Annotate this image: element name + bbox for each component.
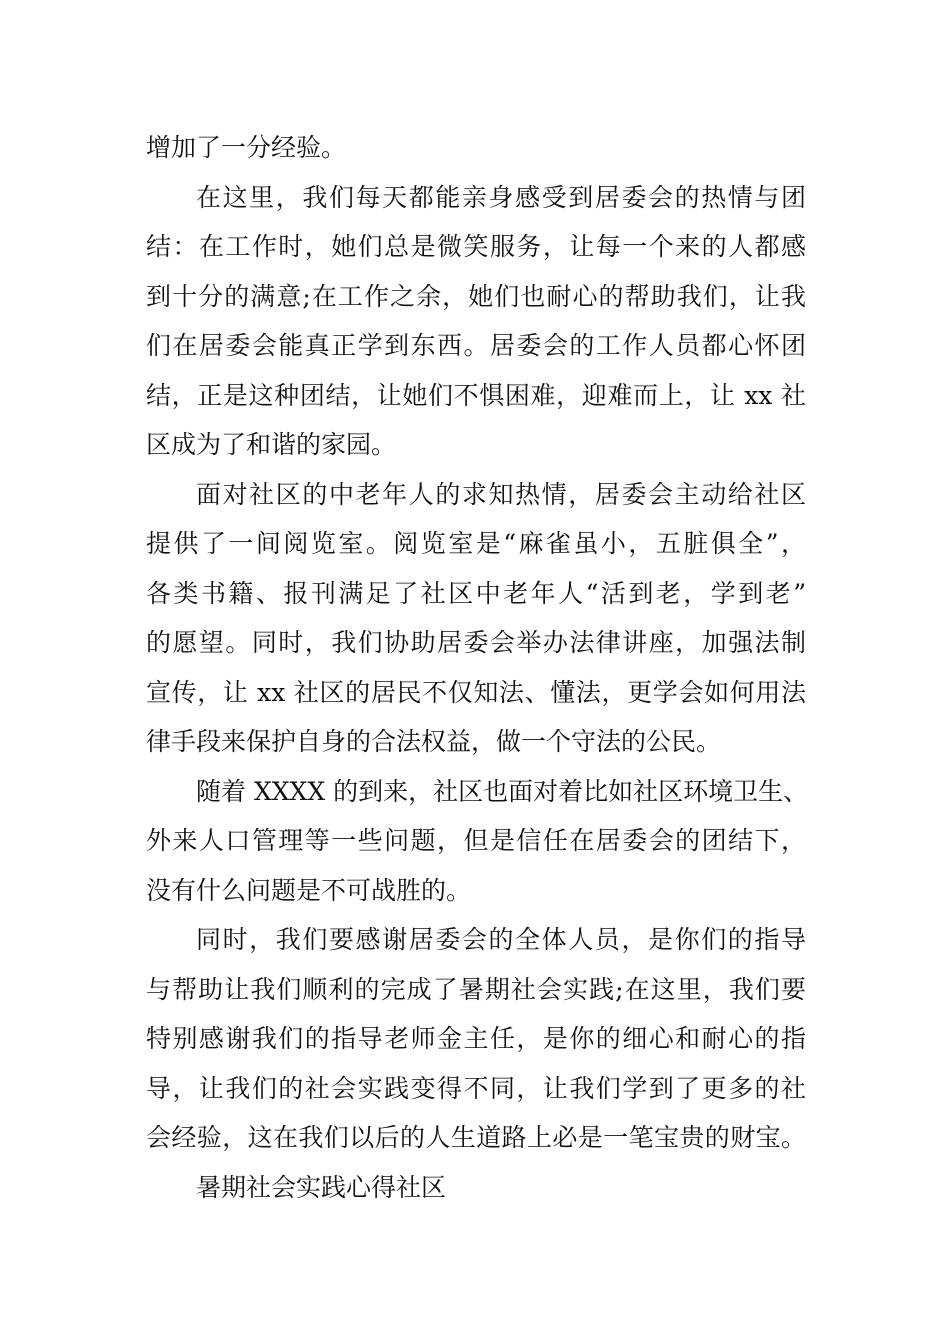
text-line: 结：在工作时，她们总是微笑服务，让每一个来的人都感 [146,232,806,261]
text-line: 结，正是这种团结，让她们不惧困难，迎难而上，让 xx 社 [146,380,806,410]
paragraph-first-line: 随着 XXXX 的到来，社区也面对着比如社区环境卫生、 [196,776,809,806]
text-line: 到十分的满意;在工作之余，她们也耐心的帮助我们，让我 [146,281,806,311]
text-line: 区成为了和谐的家园。 [146,430,397,459]
text-line: 律手段来保护自身的合法权益，做一个守法的公民。 [146,727,722,756]
text-line: 没有什么问题是不可战胜的。 [146,875,472,905]
text-line: 会经验，这在我们以后的人生道路上必是一笔宝贵的财宝。 [146,1123,806,1152]
text-line: 外来人口管理等一些问题，但是信任在居委会的团结下， [146,826,806,855]
text-line: 增加了一分经验。 [146,133,347,162]
section-title-line: 暑期社会实践心得社区 [196,1172,447,1202]
text-line: 与帮助让我们顺利的完成了暑期社会实践;在这里，我们要 [146,974,806,1004]
text-line: 的愿望。同时，我们协助居委会举办法律讲座，加强法制 [146,628,806,657]
text-line: 们在居委会能真正学到东西。居委会的工作人员都心怀团 [146,331,806,360]
paragraph-first-line: 在这里，我们每天都能亲身感受到居委会的热情与团 [196,182,806,212]
text-line: 特别感谢我们的指导老师金主任，是你的细心和耐心的指 [146,1024,806,1053]
text-line: 提供了一间阅览室。阅览室是“麻雀虽小，五脏俱全”， [146,529,806,558]
text-line: 宣传，让 xx 社区的居民不仅知法、懂法，更学会如何用法 [146,677,806,707]
document-body [146,123,809,1212]
paragraph-first-line: 面对社区的中老年人的求知热情，居委会主动给社区 [196,479,806,509]
paragraph-first-line: 同时，我们要感谢居委会的全体人员，是你们的指导 [196,925,806,954]
text-line: 各类书籍、报刊满足了社区中老年人“活到老，学到老” [146,578,806,608]
text-line: 导，让我们的社会实践变得不同，让我们学到了更多的社 [146,1073,806,1103]
